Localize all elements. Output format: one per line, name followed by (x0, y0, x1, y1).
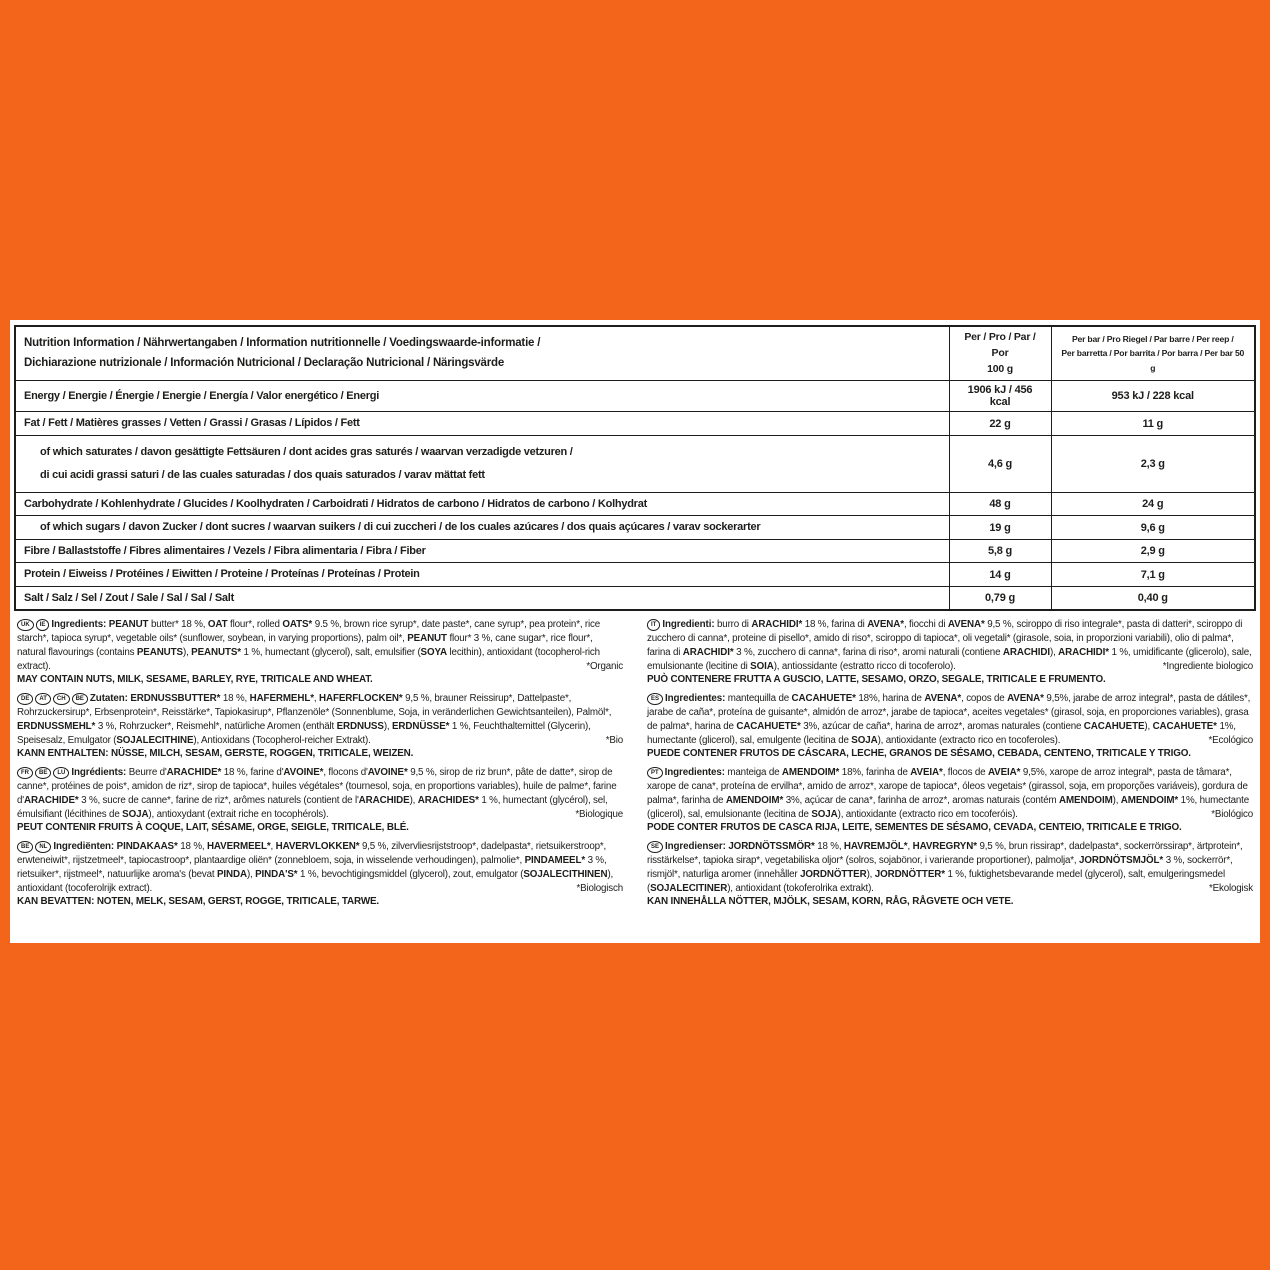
nutrient-label: of which sugars / davon Zucker / dont sucres / waarvan suikers / di cui zuccheri / de los cuales azúcares / dos quais açúcares / varav sockerarter (40, 521, 761, 534)
ingredients-section-portuguese (647, 766, 1253, 835)
ingredients-text: Ingredientes: mantequilla de CACAHUETE* 18%, harina de AVENA*, copos de AVENA* 9,5%, jarabe de arroz integral*, pasta de dátiles*, jarabe de caña*, proteína de guisante*, almidón de arroz*, jarabe de tapioca*, aceites vegetales* (girasol, soja, en proporciones variables), grasa de palma*, harina de CACAHUETE* 3%, azúcar de caña*, harina de arroz*, aromas naturales (contiene CACAHUETE), CACAHUETE* 1%, humectante (glicerol), sal, emulgente (lecitina de SOJA), antioxidante (extracto rico en tocoferoles). (647, 693, 1251, 746)
ingredients-area (14, 618, 1256, 914)
table-row-protein (15, 563, 1255, 587)
value-per-bar: 7,1 g (1051, 563, 1255, 587)
organic-note: *Biologisch (576, 882, 623, 894)
ingredients-section-spanish (647, 692, 1253, 761)
may-contain-statement: KAN INNEHÅLLA NÖTTER, MJÖLK, SESAM, KORN, RÅG, RÅGVETE OCH VETE. (647, 896, 1014, 908)
ingredients-left-column (17, 618, 623, 914)
nutrient-label: Energy / Energie / Énergie / Energie / Energía / Valor energético / Energi (24, 390, 380, 402)
nutrient-label: Carbohydrate / Kohlenhydrate / Glucides / Koolhydraten / Carboidrati / Hidratos de carbono / Hidratos de carbono / Kolhydrat (24, 497, 647, 510)
ingredients-paragraph (17, 840, 623, 895)
organic-note: *Ecológico (1208, 734, 1253, 746)
organic-note: *Biológico (1211, 808, 1253, 820)
organic-note: *Bio (605, 734, 623, 746)
table-row-fat (15, 412, 1255, 436)
nutrient-label: Fat / Fett / Matières grasses / Vetten / Grassi / Grasas / Lípidos / Fett (24, 417, 360, 430)
value-per-bar: 9,6 g (1051, 516, 1255, 540)
value-per-100g: 48 g (949, 492, 1051, 516)
value-per-100g: 14 g (949, 563, 1051, 587)
ingredients-section-english (17, 618, 623, 687)
ingredients-section-swedish (647, 840, 1253, 909)
country-badges (17, 767, 71, 778)
country-badges (17, 693, 90, 704)
country-badges (647, 619, 662, 630)
ingredients-paragraph (17, 618, 623, 673)
may-contain-statement: PEUT CONTENIR FRUITS À COQUE, LAIT, SÉSAME, ORGE, SEIGLE, TRITICALE, BLÉ. (17, 822, 409, 834)
organic-note: *Ingrediente biologico (1162, 660, 1253, 672)
country-badge-be: BE (17, 841, 33, 853)
country-badge-de: DE (17, 693, 33, 705)
may-contain-statement: PUÒ CONTENERE FRUTTA A GUSCIO, LATTE, SESAMO, ORZO, SEGALE, TRITICALE E FRUMENTO. (647, 674, 1106, 686)
ingredients-right-column (647, 618, 1253, 914)
country-badges (647, 841, 665, 852)
country-badge-be: BE (35, 767, 51, 779)
country-badge-se: SE (647, 841, 663, 853)
ingredients-paragraph (647, 766, 1253, 821)
ingredients-text: Ingrédients: Beurre d'ARACHIDE* 18 %, farine d'AVOINE*, flocons d'AVOINE* 9,5 %, sirop de riz brun*, pâte de datte*, sirop de canne*, protéines de pois*, amidon de riz*, sirop de tapioca*, huiles végétales* (tournesol, soja, en proportions variables), huile de palme*, farine d'ARACHIDE* 3 %, sucre de canne*, farine de riz*, arômes naturels (contient de l'ARACHIDE), ARACHIDES* 1 %, humectant (glycérol), sel, émulsifiant (lécithines de SOJA), antioxydant (extrait riche en tocophérols). (17, 767, 617, 820)
perbar-header-line2: Per barretta / Por barrita / Por barra / Per bar 50 g (1061, 348, 1245, 373)
value-per-bar: 24 g (1051, 492, 1255, 516)
organic-note: *Organic (586, 660, 623, 672)
column-header-per-100g (949, 326, 1051, 381)
country-badge-uk: UK (17, 619, 34, 631)
ingredients-text: Ingredientes: manteiga de AMENDOIM* 18%, farinha de AVEIA*, flocos de AVEIA* 9,5%, xarope de arroz integral*, pasta de tâmara*, xarope de cana*, proteína de ervilha*, amido de arroz*, xarope de tapioca*, óleos vegetais* (girassol, soja, em proporções variáveis), gordura de palma*, farinha de AMENDOIM* 3%, açúcar de cana*, farinha de arroz*, aromas naturais (contém AMENDOIM), AMENDOIM* 1%, humectante (glicerol), sal, emulsionante (lecitina de SOJA), antioxidante (extracto rico em tocoferóis). (647, 767, 1249, 820)
ingredients-text: Zutaten: ERDNUSSBUTTER* 18 %, HAFERMEHL*, HAFERFLOCKEN* 9,5 %, brauner Reissirup*, Dattelpaste*, Rohrzuckersirup*, Erbsenprotein*, Reisstärke*, Tapiokasirup*, Pflanzenöle* (Sonnenblume, Soja, in veränderlichen Gewichtsanteilen), Palmöl*, ERDNUSSMEHL* 3 %, Rohrzucker*, Reismehl*, natürliche Aromen (enthält ERDNUSS), ERDNÜSSE* 1 %, Feuchthaltemittel (Glycerin), Speisesalz, Emulgator (SOJALECITHINE), Antioxidans (Tocopherol-reicher Extrakt). (17, 693, 612, 746)
country-badge-ie: IE (36, 619, 50, 631)
ingredients-section-french (17, 766, 623, 835)
country-badge-it: IT (647, 619, 660, 631)
country-badge-at: AT (35, 693, 51, 705)
table-title-line2: Dichiarazione nutrizionale / Información Nutricional / Declaração Nutricional / Näringsvärde (24, 356, 505, 369)
table-row-saturates (15, 435, 1255, 492)
value-per-100g: 1906 kJ / 456 kcal (949, 381, 1051, 412)
table-row-energy (15, 381, 1255, 412)
value-per-100g: 0,79 g (949, 586, 1051, 610)
table-row-sugars (15, 516, 1255, 540)
table-header-row (15, 326, 1255, 381)
ingredients-section-italian (647, 618, 1253, 687)
country-badges (647, 693, 665, 704)
country-badge-nl: NL (35, 841, 51, 853)
may-contain-statement: PUEDE CONTENER FRUTOS DE CÁSCARA, LECHE, GRANOS DE SÉSAMO, CEBADA, CENTENO, TRITICALE Y TRIGO. (647, 748, 1191, 760)
may-contain-statement: KANN ENTHALTEN: NÜSSE, MILCH, SESAM, GERSTE, ROGGEN, TRITICALE, WEIZEN. (17, 748, 414, 760)
value-per-100g: 19 g (949, 516, 1051, 540)
may-contain-statement: PODE CONTER FRUTOS DE CASCA RIJA, LEITE, SEMENTES DE SÉSAMO, CEVADA, CENTEIO, TRITICALE E TRIGO. (647, 822, 1182, 834)
value-per-bar: 0,40 g (1051, 586, 1255, 610)
table-title-line1: Nutrition Information / Nährwertangaben / Information nutritionnelle / Voedingswaarde-informatie / (24, 337, 541, 350)
may-contain-statement: KAN BEVATTEN: NOTEN, MELK, SESAM, GERST, ROGGE, TRITICALE, TARWE. (17, 896, 380, 908)
country-badge-ch: CH (53, 693, 70, 705)
nutrition-table (14, 325, 1256, 611)
nutrient-label: Protein / Eiweiss / Protéines / Eiwitten / Proteine / Proteínas / Proteínas / Protein (24, 568, 420, 581)
table-row-carbohydrate (15, 492, 1255, 516)
per100-header-line2: 100 g (987, 362, 1013, 375)
ingredients-paragraph (647, 692, 1253, 747)
country-badge-pt: PT (647, 767, 663, 779)
value-per-100g: 4,6 g (949, 435, 1051, 492)
ingredients-section-german (17, 692, 623, 761)
value-per-bar: 953 kJ / 228 kcal (1051, 381, 1255, 412)
organic-note: *Ekologisk (1209, 882, 1253, 894)
may-contain-statement: MAY CONTAIN NUTS, MILK, SESAME, BARLEY, RYE, TRITICALE AND WHEAT. (17, 674, 373, 686)
country-badges (647, 767, 665, 778)
nutrient-label: Salt / Salz / Sel / Zout / Sale / Sal / Sal / Salt (24, 591, 235, 604)
ingredients-section-dutch (17, 840, 623, 909)
country-badge-be: BE (72, 693, 88, 705)
perbar-header-line1: Per bar / Pro Riegel / Par barre / Per reep / (1071, 333, 1234, 344)
value-per-bar: 11 g (1051, 412, 1255, 436)
nutrient-label: Fibre / Ballaststoffe / Fibres alimentaires / Vezels / Fibra alimentaria / Fibra / Fiber (24, 544, 426, 557)
value-per-bar: 2,3 g (1051, 435, 1255, 492)
country-badge-lu: LU (53, 767, 69, 779)
nutrient-label-line1: of which saturates / davon gesättigte Fettsäuren / dont acides gras saturés / waarvan verzadigde vetzuren / (40, 445, 573, 458)
value-per-bar: 2,9 g (1051, 539, 1255, 563)
nutrition-label-panel (10, 320, 1260, 943)
ingredients-text: Ingrediënten: PINDAKAAS* 18 %, HAVERMEEL*, HAVERVLOKKEN* 9,5 %, zilvervliesrijststroop*, dadelpasta*, rietsuikerstroop*, erwteneiwit*, rijstzetmeel*, tapiocastroop*, plantaardige oliën* (zonnebloem, soja, in wisselende verhoudingen), palmolie*, PINDAMEEL* 3 %, rietsuiker*, rijstmeel*, natuurlijke aroma's (bevat PINDA), PINDA'S* 1 %, bevochtigingsmiddel (glycerol), zout, emulgator (SOJALECITHINEN), antioxidant (tocoferolrijk extract). (17, 841, 614, 894)
column-header-per-bar (1051, 326, 1255, 381)
per100-header-line1: Per / Pro / Par / Por (964, 331, 1036, 359)
nutrient-label-line2: di cui acidi grassi saturi / de las cuales saturadas / dos quais saturados / varav mättat fett (40, 469, 485, 482)
table-title (15, 326, 949, 381)
ingredients-text: Ingredients: PEANUT butter* 18 %, OAT flour*, rolled OATS* 9.5 %, brown rice syrup*, date paste*, cane syrup*, pea protein*, rice starch*, tapioca syrup*, vegetable oils* (sunflower, soybean, in varying proportions), palm oil*, PEANUT flour* 3 %, cane sugar*, rice flour*, natural flavourings (contains PEANUTS), PEANUTS* 1 %, humectant (glycerol), salt, emulsifier (SOYA lecithin), antioxidant (tocopherol-rich extract). (17, 619, 600, 672)
value-per-100g: 22 g (949, 412, 1051, 436)
organic-note: *Biologique (575, 808, 623, 820)
ingredients-text: Ingredienser: JORDNÖTSSMÖR* 18 %, HAVREMJÖL*, HAVREGRYN* 9,5 %, brun rissirap*, dadelpasta*, sockerrörssirap*, ärtprotein*, risstärkelse*, tapioka sirap*, vegetabiliska oljor* (solros, sojabönor, i varierande proportioner), palmolja*, JORDNÖTSMJÖL* 3 %, sockerrör*, rismjöl*, naturliga aromer (innehåller JORDNÖTTER), JORDNÖTTER* 1 %, fuktighetsbevarande medel (glycerol), salt, emulgeringsmedel (SOJALECITINER), antioxidant (tokoferolrika extrakt). (647, 841, 1243, 894)
table-row-fibre (15, 539, 1255, 563)
country-badges (17, 619, 51, 630)
ingredients-paragraph (17, 692, 623, 747)
country-badges (17, 841, 53, 852)
ingredients-text: Ingredienti: burro di ARACHIDI* 18 %, farina di AVENA*, fiocchi di AVENA* 9,5 %, sciroppo di riso integrale*, pasta di datteri*, sciroppo di zucchero di canna*, proteine di pisello*, amido di riso*, sciroppo di tapioca*, oli vegetali* (girasole, soia, in proporzioni variabili), olio di palma*, farina di ARACHIDI* 3 %, zucchero di canna*, farina di riso*, aromi naturali (contiene ARACHIDI), ARACHIDI* 1 %, umidificante (glicerolo), sale, emulsionante (lecitine di SOIA), antiossidante (estratto ricco di tocoferolo). (647, 619, 1252, 672)
country-badge-fr: FR (17, 767, 33, 779)
ingredients-paragraph (17, 766, 623, 821)
table-row-salt (15, 586, 1255, 610)
country-badge-es: ES (647, 693, 663, 705)
ingredients-paragraph (647, 618, 1253, 673)
value-per-100g: 5,8 g (949, 539, 1051, 563)
ingredients-paragraph (647, 840, 1253, 895)
